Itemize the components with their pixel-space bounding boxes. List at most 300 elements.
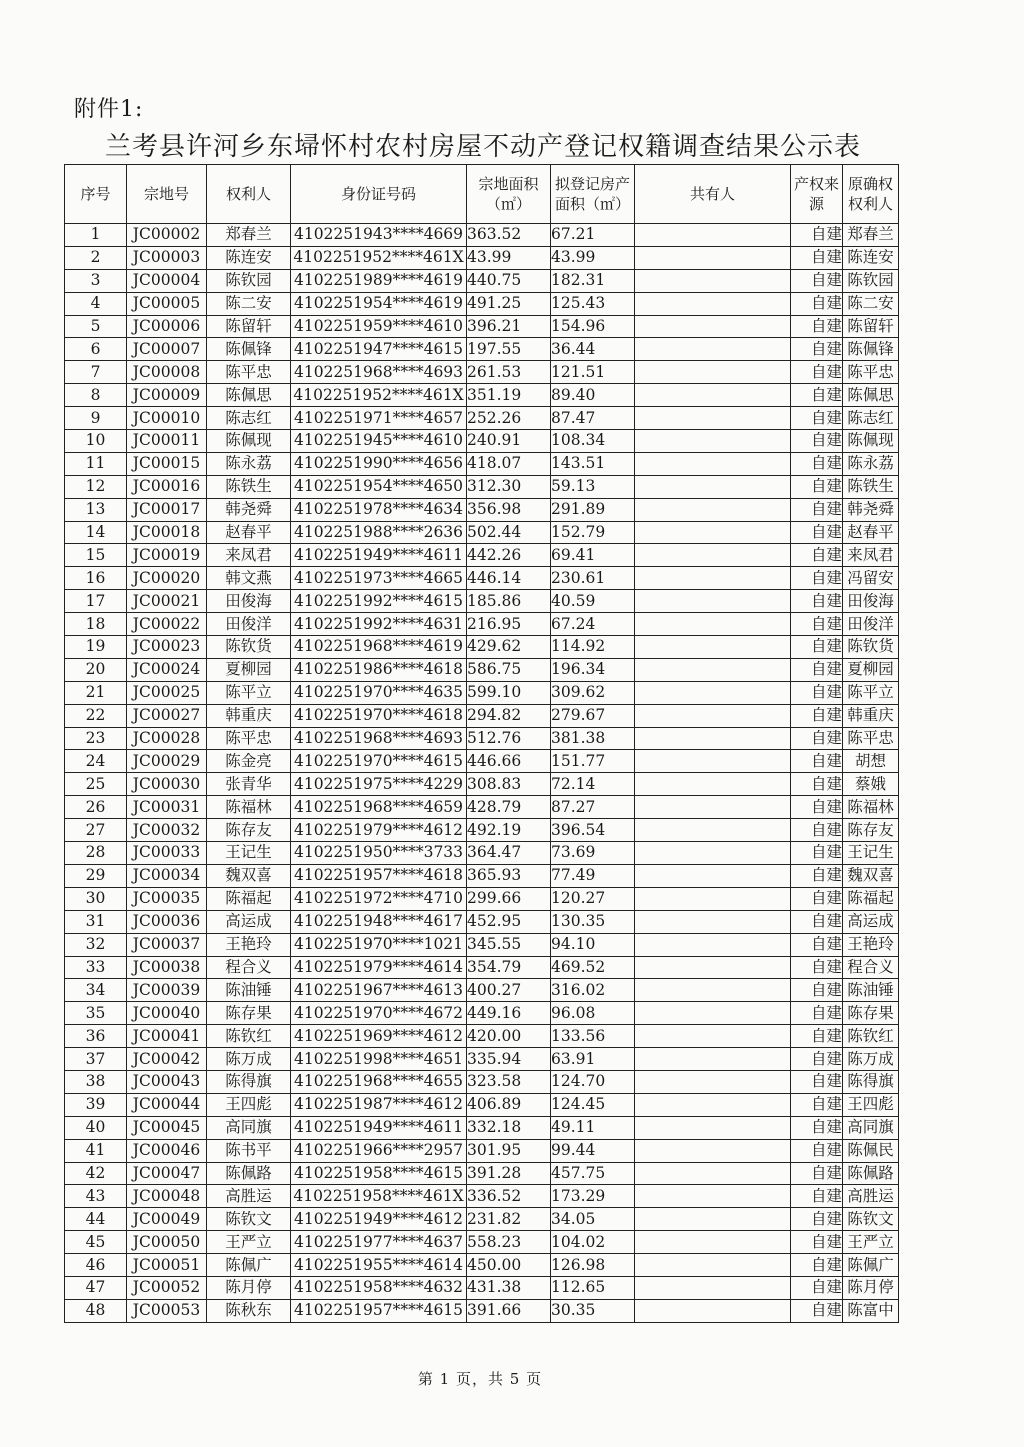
cell-parcel-id: JC00034 <box>127 864 207 887</box>
cell-land-area: 429.62 <box>467 636 551 659</box>
cell-parcel-id: JC00053 <box>127 1299 207 1322</box>
cell-house-area: 108.34 <box>551 430 635 453</box>
cell-land-area: 558.23 <box>467 1231 551 1254</box>
page-title: 兰考县许河乡东埽怀村农村房屋不动产登记权籍调查结果公示表 <box>104 132 861 162</box>
cell-source: 自建 <box>791 338 843 361</box>
cell-house-area: 30.35 <box>551 1299 635 1322</box>
cell-co-owner <box>635 933 791 956</box>
cell-source: 自建 <box>791 590 843 613</box>
table-row <box>65 1093 899 1116</box>
table-row <box>65 750 899 773</box>
cell-original-owner: 陈富中 <box>843 1299 899 1322</box>
cell-original-owner: 韩重庆 <box>843 704 899 727</box>
cell-parcel-id: JC00008 <box>127 361 207 384</box>
cell-land-area: 345.55 <box>467 933 551 956</box>
cell-source: 自建 <box>791 1299 843 1322</box>
table-row <box>65 727 899 750</box>
cell-owner: 王严立 <box>207 1231 291 1254</box>
cell-owner: 陈秋东 <box>207 1299 291 1322</box>
cell-owner: 陈佩思 <box>207 384 291 407</box>
cell-co-owner <box>635 452 791 475</box>
cell-original-owner: 陈钦文 <box>843 1208 899 1231</box>
cell-original-owner: 来凤君 <box>843 544 899 567</box>
cell-house-area: 34.05 <box>551 1208 635 1231</box>
cell-parcel-id: JC00032 <box>127 819 207 842</box>
cell-owner: 程合义 <box>207 956 291 979</box>
cell-co-owner <box>635 1093 791 1116</box>
table-row <box>65 956 899 979</box>
cell-id-number: 4102251958****461X <box>291 1185 467 1208</box>
cell-owner: 陈佩锋 <box>207 338 291 361</box>
cell-id-number: 4102251992****4615 <box>291 590 467 613</box>
cell-owner: 陈平立 <box>207 681 291 704</box>
cell-land-area: 197.55 <box>467 338 551 361</box>
cell-parcel-id: JC00029 <box>127 750 207 773</box>
cell-house-area: 49.11 <box>551 1116 635 1139</box>
cell-no: 35 <box>65 1002 127 1025</box>
table-row <box>65 1299 899 1322</box>
cell-source: 自建 <box>791 819 843 842</box>
cell-co-owner <box>635 1002 791 1025</box>
cell-owner: 韩重庆 <box>207 704 291 727</box>
cell-co-owner <box>635 1208 791 1231</box>
cell-parcel-id: JC00005 <box>127 292 207 315</box>
cell-co-owner <box>635 613 791 636</box>
cell-parcel-id: JC00039 <box>127 979 207 1002</box>
cell-original-owner: 冯留安 <box>843 567 899 590</box>
cell-source: 自建 <box>791 567 843 590</box>
cell-id-number: 4102251969****4612 <box>291 1025 467 1048</box>
cell-land-area: 431.38 <box>467 1276 551 1299</box>
cell-source: 自建 <box>791 521 843 544</box>
cell-co-owner <box>635 590 791 613</box>
cell-id-number: 4102251950****3733 <box>291 842 467 865</box>
cell-parcel-id: JC00035 <box>127 887 207 910</box>
cell-original-owner: 胡想 <box>843 750 899 773</box>
cell-original-owner: 陈平忠 <box>843 361 899 384</box>
cell-land-area: 400.27 <box>467 979 551 1002</box>
cell-original-owner: 田俊海 <box>843 590 899 613</box>
cell-land-area: 391.28 <box>467 1162 551 1185</box>
cell-no: 43 <box>65 1185 127 1208</box>
cell-house-area: 43.99 <box>551 246 635 269</box>
cell-no: 48 <box>65 1299 127 1322</box>
cell-no: 7 <box>65 361 127 384</box>
cell-owner: 陈万成 <box>207 1048 291 1071</box>
cell-co-owner <box>635 1048 791 1071</box>
cell-original-owner: 程合义 <box>843 956 899 979</box>
header-original-owner: 原确权权利人 <box>843 165 899 224</box>
cell-no: 26 <box>65 796 127 819</box>
cell-source: 自建 <box>791 1070 843 1093</box>
cell-id-number: 4102251989****4619 <box>291 269 467 292</box>
cell-source: 自建 <box>791 1048 843 1071</box>
cell-land-area: 261.53 <box>467 361 551 384</box>
cell-parcel-id: JC00049 <box>127 1208 207 1231</box>
cell-id-number: 4102251977****4637 <box>291 1231 467 1254</box>
cell-source: 自建 <box>791 452 843 475</box>
header-no: 序号 <box>65 165 127 224</box>
cell-source: 自建 <box>791 361 843 384</box>
cell-owner: 陈油锤 <box>207 979 291 1002</box>
cell-house-area: 230.61 <box>551 567 635 590</box>
cell-land-area: 502.44 <box>467 521 551 544</box>
cell-source: 自建 <box>791 1254 843 1277</box>
cell-owner: 高同旗 <box>207 1116 291 1139</box>
cell-parcel-id: JC00004 <box>127 269 207 292</box>
cell-house-area: 120.27 <box>551 887 635 910</box>
table-row <box>65 590 899 613</box>
cell-owner: 王艳玲 <box>207 933 291 956</box>
cell-id-number: 4102251970****4615 <box>291 750 467 773</box>
cell-id-number: 4102251988****2636 <box>291 521 467 544</box>
cell-owner: 陈连安 <box>207 246 291 269</box>
cell-parcel-id: JC00033 <box>127 842 207 865</box>
cell-parcel-id: JC00038 <box>127 956 207 979</box>
cell-co-owner <box>635 430 791 453</box>
cell-parcel-id: JC00048 <box>127 1185 207 1208</box>
cell-co-owner <box>635 521 791 544</box>
cell-parcel-id: JC00045 <box>127 1116 207 1139</box>
cell-original-owner: 陈连安 <box>843 246 899 269</box>
cell-owner: 韩文燕 <box>207 567 291 590</box>
table-row <box>65 452 899 475</box>
cell-original-owner: 陈志红 <box>843 407 899 430</box>
cell-id-number: 4102251957****4615 <box>291 1299 467 1322</box>
table-row <box>65 887 899 910</box>
cell-no: 32 <box>65 933 127 956</box>
cell-owner: 陈书平 <box>207 1139 291 1162</box>
cell-land-area: 586.75 <box>467 658 551 681</box>
cell-co-owner <box>635 1025 791 1048</box>
cell-id-number: 4102251947****4615 <box>291 338 467 361</box>
cell-co-owner <box>635 384 791 407</box>
cell-land-area: 301.95 <box>467 1139 551 1162</box>
cell-co-owner <box>635 475 791 498</box>
cell-no: 16 <box>65 567 127 590</box>
table-row <box>65 819 899 842</box>
cell-source: 自建 <box>791 979 843 1002</box>
cell-parcel-id: JC00031 <box>127 796 207 819</box>
cell-no: 8 <box>65 384 127 407</box>
cell-id-number: 4102251990****4656 <box>291 452 467 475</box>
cell-source: 自建 <box>791 796 843 819</box>
cell-co-owner <box>635 269 791 292</box>
cell-owner: 陈志红 <box>207 407 291 430</box>
cell-co-owner <box>635 246 791 269</box>
cell-house-area: 143.51 <box>551 452 635 475</box>
cell-land-area: 365.93 <box>467 864 551 887</box>
cell-no: 4 <box>65 292 127 315</box>
cell-land-area: 418.07 <box>467 452 551 475</box>
cell-no: 14 <box>65 521 127 544</box>
cell-house-area: 151.77 <box>551 750 635 773</box>
cell-co-owner <box>635 1070 791 1093</box>
cell-land-area: 335.94 <box>467 1048 551 1071</box>
table-row <box>65 246 899 269</box>
cell-id-number: 4102251958****4632 <box>291 1276 467 1299</box>
cell-source: 自建 <box>791 498 843 521</box>
cell-owner: 夏柳园 <box>207 658 291 681</box>
cell-parcel-id: JC00025 <box>127 681 207 704</box>
cell-no: 42 <box>65 1162 127 1185</box>
cell-land-area: 396.21 <box>467 315 551 338</box>
table-row <box>65 338 899 361</box>
cell-id-number: 4102251979****4614 <box>291 956 467 979</box>
cell-source: 自建 <box>791 613 843 636</box>
cell-house-area: 96.08 <box>551 1002 635 1025</box>
cell-land-area: 492.19 <box>467 819 551 842</box>
cell-id-number: 4102251968****4619 <box>291 636 467 659</box>
table-row <box>65 681 899 704</box>
cell-land-area: 391.66 <box>467 1299 551 1322</box>
cell-house-area: 182.31 <box>551 269 635 292</box>
cell-original-owner: 陈万成 <box>843 1048 899 1071</box>
cell-source: 自建 <box>791 727 843 750</box>
cell-house-area: 173.29 <box>551 1185 635 1208</box>
cell-no: 15 <box>65 544 127 567</box>
cell-land-area: 450.00 <box>467 1254 551 1277</box>
cell-source: 自建 <box>791 269 843 292</box>
cell-no: 33 <box>65 956 127 979</box>
cell-parcel-id: JC00050 <box>127 1231 207 1254</box>
table-row <box>65 269 899 292</box>
cell-co-owner <box>635 292 791 315</box>
table-row <box>65 1276 899 1299</box>
cell-house-area: 94.10 <box>551 933 635 956</box>
header-owner: 权利人 <box>207 165 291 224</box>
table-row <box>65 1139 899 1162</box>
cell-source: 自建 <box>791 407 843 430</box>
cell-land-area: 446.14 <box>467 567 551 590</box>
cell-original-owner: 田俊洋 <box>843 613 899 636</box>
cell-source: 自建 <box>791 704 843 727</box>
table-row <box>65 658 899 681</box>
cell-original-owner: 王严立 <box>843 1231 899 1254</box>
cell-co-owner <box>635 361 791 384</box>
cell-no: 41 <box>65 1139 127 1162</box>
cell-co-owner <box>635 498 791 521</box>
table-row <box>65 864 899 887</box>
cell-source: 自建 <box>791 933 843 956</box>
table-row <box>65 1025 899 1048</box>
cell-source: 自建 <box>791 1208 843 1231</box>
table-row <box>65 430 899 453</box>
cell-land-area: 240.91 <box>467 430 551 453</box>
cell-original-owner: 陈福起 <box>843 887 899 910</box>
cell-id-number: 4102251955****4614 <box>291 1254 467 1277</box>
cell-co-owner <box>635 773 791 796</box>
cell-id-number: 4102251970****4618 <box>291 704 467 727</box>
cell-source: 自建 <box>791 681 843 704</box>
cell-id-number: 4102251952****461X <box>291 384 467 407</box>
cell-original-owner: 蔡娥 <box>843 773 899 796</box>
cell-source: 自建 <box>791 475 843 498</box>
cell-land-area: 354.79 <box>467 956 551 979</box>
table-row <box>65 1231 899 1254</box>
cell-no: 13 <box>65 498 127 521</box>
cell-owner: 郑春兰 <box>207 224 291 247</box>
cell-co-owner <box>635 979 791 1002</box>
cell-id-number: 4102251948****4617 <box>291 910 467 933</box>
cell-id-number: 4102251987****4612 <box>291 1093 467 1116</box>
cell-land-area: 252.26 <box>467 407 551 430</box>
cell-id-number: 4102251957****4618 <box>291 864 467 887</box>
cell-parcel-id: JC00037 <box>127 933 207 956</box>
cell-id-number: 4102251972****4710 <box>291 887 467 910</box>
cell-no: 46 <box>65 1254 127 1277</box>
cell-co-owner <box>635 727 791 750</box>
cell-house-area: 114.92 <box>551 636 635 659</box>
cell-source: 自建 <box>791 1002 843 1025</box>
cell-co-owner <box>635 636 791 659</box>
cell-source: 自建 <box>791 224 843 247</box>
cell-id-number: 4102251970****4635 <box>291 681 467 704</box>
cell-house-area: 381.38 <box>551 727 635 750</box>
cell-house-area: 59.13 <box>551 475 635 498</box>
table-row <box>65 1208 899 1231</box>
cell-land-area: 336.52 <box>467 1185 551 1208</box>
cell-original-owner: 陈留轩 <box>843 315 899 338</box>
cell-no: 34 <box>65 979 127 1002</box>
table-body <box>65 224 899 1323</box>
table-row <box>65 773 899 796</box>
cell-co-owner <box>635 544 791 567</box>
table-row <box>65 1162 899 1185</box>
cell-no: 1 <box>65 224 127 247</box>
cell-co-owner <box>635 887 791 910</box>
cell-owner: 陈佩广 <box>207 1254 291 1277</box>
cell-original-owner: 魏双喜 <box>843 864 899 887</box>
cell-source: 自建 <box>791 1139 843 1162</box>
cell-parcel-id: JC00019 <box>127 544 207 567</box>
cell-parcel-id: JC00028 <box>127 727 207 750</box>
cell-owner: 陈得旗 <box>207 1070 291 1093</box>
cell-co-owner <box>635 658 791 681</box>
cell-no: 3 <box>65 269 127 292</box>
cell-house-area: 69.41 <box>551 544 635 567</box>
cell-parcel-id: JC00016 <box>127 475 207 498</box>
cell-source: 自建 <box>791 1185 843 1208</box>
cell-original-owner: 陈存友 <box>843 819 899 842</box>
cell-owner: 陈平忠 <box>207 727 291 750</box>
cell-parcel-id: JC00003 <box>127 246 207 269</box>
cell-parcel-id: JC00044 <box>127 1093 207 1116</box>
cell-original-owner: 陈佩现 <box>843 430 899 453</box>
cell-id-number: 4102251949****4612 <box>291 1208 467 1231</box>
cell-parcel-id: JC00041 <box>127 1025 207 1048</box>
cell-original-owner: 赵春平 <box>843 521 899 544</box>
cell-land-area: 364.47 <box>467 842 551 865</box>
cell-parcel-id: JC00020 <box>127 567 207 590</box>
cell-original-owner: 陈佩锋 <box>843 338 899 361</box>
cell-owner: 陈存友 <box>207 819 291 842</box>
cell-source: 自建 <box>791 1116 843 1139</box>
cell-parcel-id: JC00043 <box>127 1070 207 1093</box>
cell-id-number: 4102251998****4651 <box>291 1048 467 1071</box>
cell-owner: 田俊海 <box>207 590 291 613</box>
table-row <box>65 933 899 956</box>
cell-co-owner <box>635 1116 791 1139</box>
cell-original-owner: 陈福林 <box>843 796 899 819</box>
table-header-row <box>65 165 899 224</box>
cell-land-area: 308.83 <box>467 773 551 796</box>
cell-id-number: 4102251958****4615 <box>291 1162 467 1185</box>
cell-owner: 田俊洋 <box>207 613 291 636</box>
cell-co-owner <box>635 819 791 842</box>
cell-land-area: 440.75 <box>467 269 551 292</box>
cell-original-owner: 陈铁生 <box>843 475 899 498</box>
cell-original-owner: 陈钦园 <box>843 269 899 292</box>
attachment-label: 附件1: <box>74 97 144 122</box>
cell-co-owner <box>635 1299 791 1322</box>
table-row <box>65 544 899 567</box>
cell-land-area: 452.95 <box>467 910 551 933</box>
cell-original-owner: 陈永荔 <box>843 452 899 475</box>
cell-no: 19 <box>65 636 127 659</box>
table-row <box>65 1002 899 1025</box>
cell-id-number: 4102251967****4613 <box>291 979 467 1002</box>
cell-parcel-id: JC00051 <box>127 1254 207 1277</box>
cell-land-area: 43.99 <box>467 246 551 269</box>
cell-house-area: 152.79 <box>551 521 635 544</box>
cell-parcel-id: JC00022 <box>127 613 207 636</box>
cell-co-owner <box>635 1276 791 1299</box>
cell-original-owner: 郑春兰 <box>843 224 899 247</box>
cell-no: 39 <box>65 1093 127 1116</box>
cell-original-owner: 陈得旗 <box>843 1070 899 1093</box>
cell-parcel-id: JC00002 <box>127 224 207 247</box>
cell-house-area: 124.45 <box>551 1093 635 1116</box>
cell-original-owner: 陈存果 <box>843 1002 899 1025</box>
cell-source: 自建 <box>791 292 843 315</box>
cell-original-owner: 王四彪 <box>843 1093 899 1116</box>
cell-land-area: 185.86 <box>467 590 551 613</box>
cell-source: 自建 <box>791 1162 843 1185</box>
cell-no: 10 <box>65 430 127 453</box>
cell-owner: 高运成 <box>207 910 291 933</box>
cell-owner: 陈永荔 <box>207 452 291 475</box>
cell-land-area: 406.89 <box>467 1093 551 1116</box>
cell-source: 自建 <box>791 658 843 681</box>
cell-house-area: 457.75 <box>551 1162 635 1185</box>
cell-owner: 陈铁生 <box>207 475 291 498</box>
cell-original-owner: 韩尧舜 <box>843 498 899 521</box>
cell-house-area: 121.51 <box>551 361 635 384</box>
cell-land-area: 449.16 <box>467 1002 551 1025</box>
table-row <box>65 1116 899 1139</box>
cell-source: 自建 <box>791 910 843 933</box>
cell-no: 5 <box>65 315 127 338</box>
cell-owner: 陈钦园 <box>207 269 291 292</box>
cell-id-number: 4102251973****4665 <box>291 567 467 590</box>
cell-owner: 王四彪 <box>207 1093 291 1116</box>
cell-land-area: 231.82 <box>467 1208 551 1231</box>
cell-owner: 韩尧舜 <box>207 498 291 521</box>
cell-source: 自建 <box>791 1276 843 1299</box>
cell-no: 25 <box>65 773 127 796</box>
cell-house-area: 87.47 <box>551 407 635 430</box>
table-row <box>65 613 899 636</box>
cell-original-owner: 陈平立 <box>843 681 899 704</box>
cell-id-number: 4102251968****4659 <box>291 796 467 819</box>
cell-land-area: 599.10 <box>467 681 551 704</box>
cell-owner: 陈钦红 <box>207 1025 291 1048</box>
cell-house-area: 72.14 <box>551 773 635 796</box>
cell-parcel-id: JC00007 <box>127 338 207 361</box>
table-row <box>65 704 899 727</box>
cell-parcel-id: JC00024 <box>127 658 207 681</box>
